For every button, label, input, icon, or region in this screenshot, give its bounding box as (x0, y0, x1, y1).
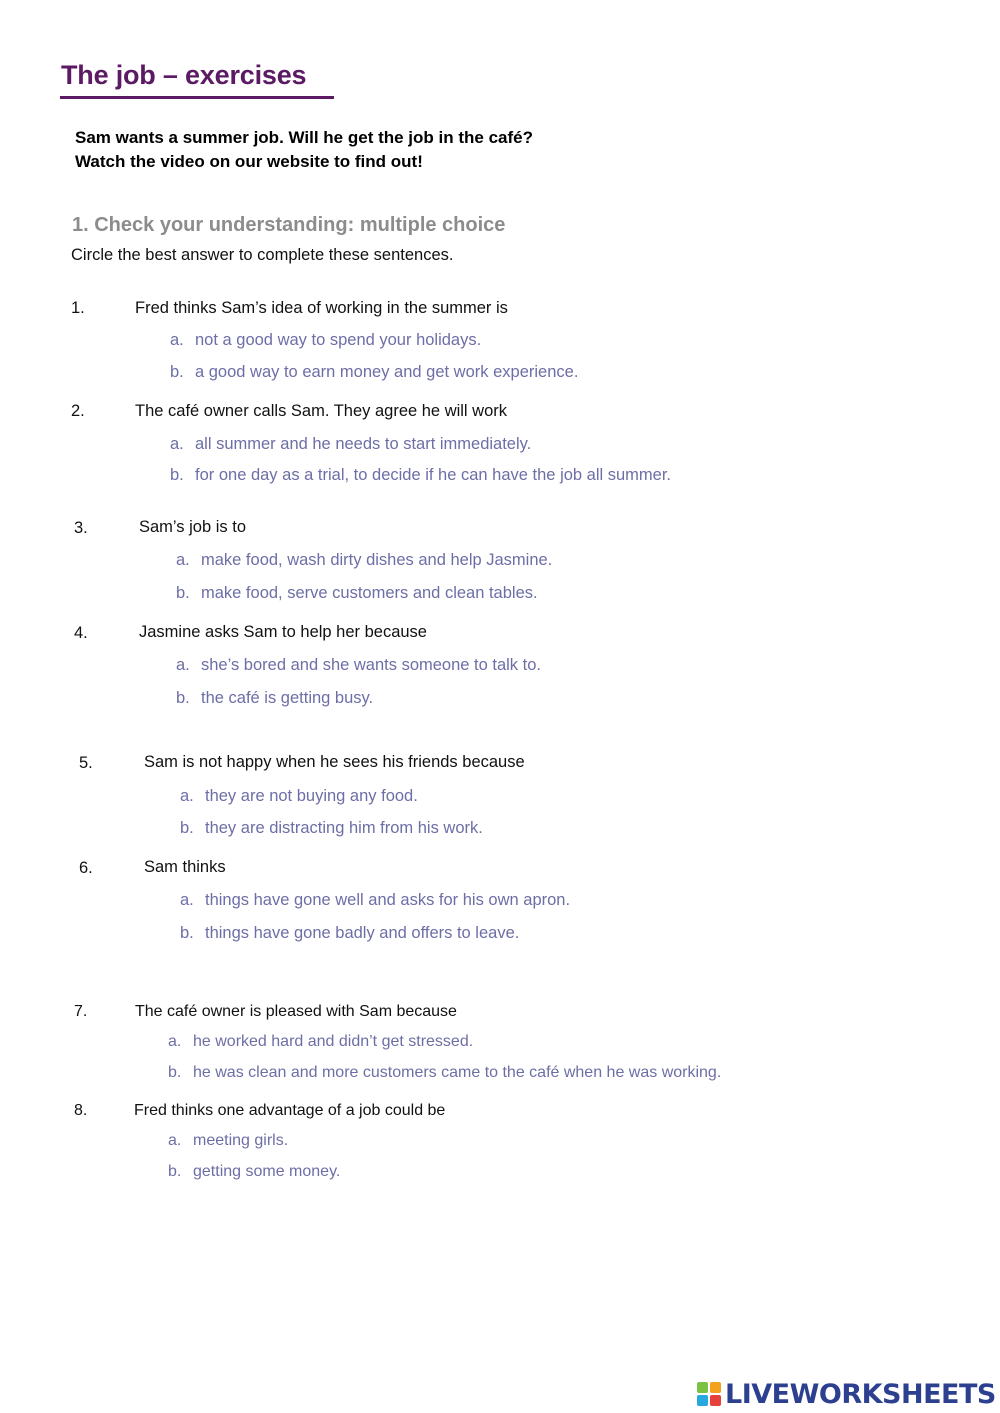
answer-option-b[interactable] (168, 1163, 340, 1181)
option-text: they are not buying any food. (205, 787, 418, 805)
question-text: Sam is not happy when he sees his friends because (144, 753, 525, 771)
option-letter: b. (170, 466, 184, 484)
option-letter: b. (180, 819, 194, 837)
logo-square (710, 1382, 721, 1393)
question-number: 4. (74, 624, 88, 642)
option-text: they are distracting him from his work. (205, 819, 483, 837)
answer-option-a[interactable] (180, 787, 418, 806)
question-text: Fred thinks one advantage of a job could be (134, 1102, 446, 1119)
option-letter: b. (176, 689, 190, 707)
liveworksheets-logo[interactable] (697, 1377, 996, 1411)
option-letter: b. (168, 1163, 182, 1180)
option-letter: b. (180, 924, 194, 942)
option-text: all summer and he needs to start immediately. (195, 435, 532, 453)
option-text: the café is getting busy. (201, 689, 374, 707)
option-letter: a. (170, 331, 184, 349)
option-text: meeting girls. (193, 1132, 289, 1149)
option-text: for one day as a trial, to decide if he can have the job all summer. (195, 466, 672, 484)
liveworksheets-logo-icon (697, 1382, 721, 1406)
page-title: The job – exercises (61, 60, 307, 90)
logo-square (710, 1395, 721, 1406)
question-number: 6. (79, 859, 93, 877)
question-number: 7. (74, 1003, 88, 1020)
section-heading: 1. Check your understanding: multiple choice (72, 214, 506, 236)
answer-option-b[interactable] (180, 924, 519, 943)
option-text: getting some money. (193, 1163, 341, 1180)
question-text: The café owner is pleased with Sam because (135, 1003, 457, 1020)
option-text: things have gone well and asks for his own apron. (205, 891, 571, 909)
question-text: Sam thinks (144, 858, 226, 876)
option-text: a good way to earn money and get work experience. (195, 363, 579, 381)
option-letter: b. (170, 363, 184, 381)
logo-square (697, 1395, 708, 1406)
option-letter: a. (176, 551, 190, 569)
logo-text: LIVEWORKSHEETS (725, 1378, 996, 1410)
question-number: 1. (71, 299, 85, 317)
option-letter: a. (176, 656, 190, 674)
logo-square (697, 1382, 708, 1393)
intro-line-1: Sam wants a summer job. Will he get the job in the café? (75, 128, 533, 147)
option-letter: a. (168, 1033, 182, 1050)
intro-line-2: Watch the video on our website to find out! (75, 152, 423, 171)
option-letter: a. (180, 787, 194, 805)
question-number: 5. (79, 754, 93, 772)
option-text: things have gone badly and offers to leave. (205, 924, 520, 942)
option-letter: a. (170, 435, 184, 453)
answer-option-b[interactable] (170, 466, 671, 485)
option-text: make food, serve customers and clean tables. (201, 584, 538, 602)
title-underline (60, 96, 334, 99)
answer-option-b[interactable] (170, 363, 578, 382)
question-text: Jasmine asks Sam to help her because (139, 623, 427, 641)
option-letter: b. (168, 1064, 182, 1081)
answer-option-a[interactable] (176, 551, 552, 570)
option-text: she’s bored and she wants someone to talk to. (201, 656, 541, 674)
option-text: make food, wash dirty dishes and help Jasmine. (201, 551, 553, 569)
answer-option-a[interactable] (168, 1132, 288, 1150)
answer-option-b[interactable] (180, 819, 483, 838)
instruction-text: Circle the best answer to complete these sentences. (71, 246, 454, 264)
option-letter: a. (180, 891, 194, 909)
answer-option-a[interactable] (170, 435, 531, 454)
answer-option-a[interactable] (168, 1033, 473, 1051)
answer-option-b[interactable] (176, 689, 373, 708)
question-number: 2. (71, 402, 85, 420)
answer-option-a[interactable] (176, 656, 541, 675)
answer-option-a[interactable] (170, 331, 481, 350)
option-text: he worked hard and didn’t get stressed. (193, 1033, 474, 1050)
question-number: 8. (74, 1102, 88, 1119)
answer-option-b[interactable] (168, 1064, 721, 1082)
option-letter: a. (168, 1132, 182, 1149)
question-text: Fred thinks Sam’s idea of working in the summer is (135, 299, 508, 317)
question-text: Sam’s job is to (139, 518, 246, 536)
question-number: 3. (74, 519, 88, 537)
question-text: The café owner calls Sam. They agree he will work (135, 402, 508, 420)
option-letter: b. (176, 584, 190, 602)
answer-option-a[interactable] (180, 891, 570, 910)
answer-option-b[interactable] (176, 584, 538, 603)
option-text: not a good way to spend your holidays. (195, 331, 482, 349)
option-text: he was clean and more customers came to the café when he was working. (193, 1064, 722, 1081)
